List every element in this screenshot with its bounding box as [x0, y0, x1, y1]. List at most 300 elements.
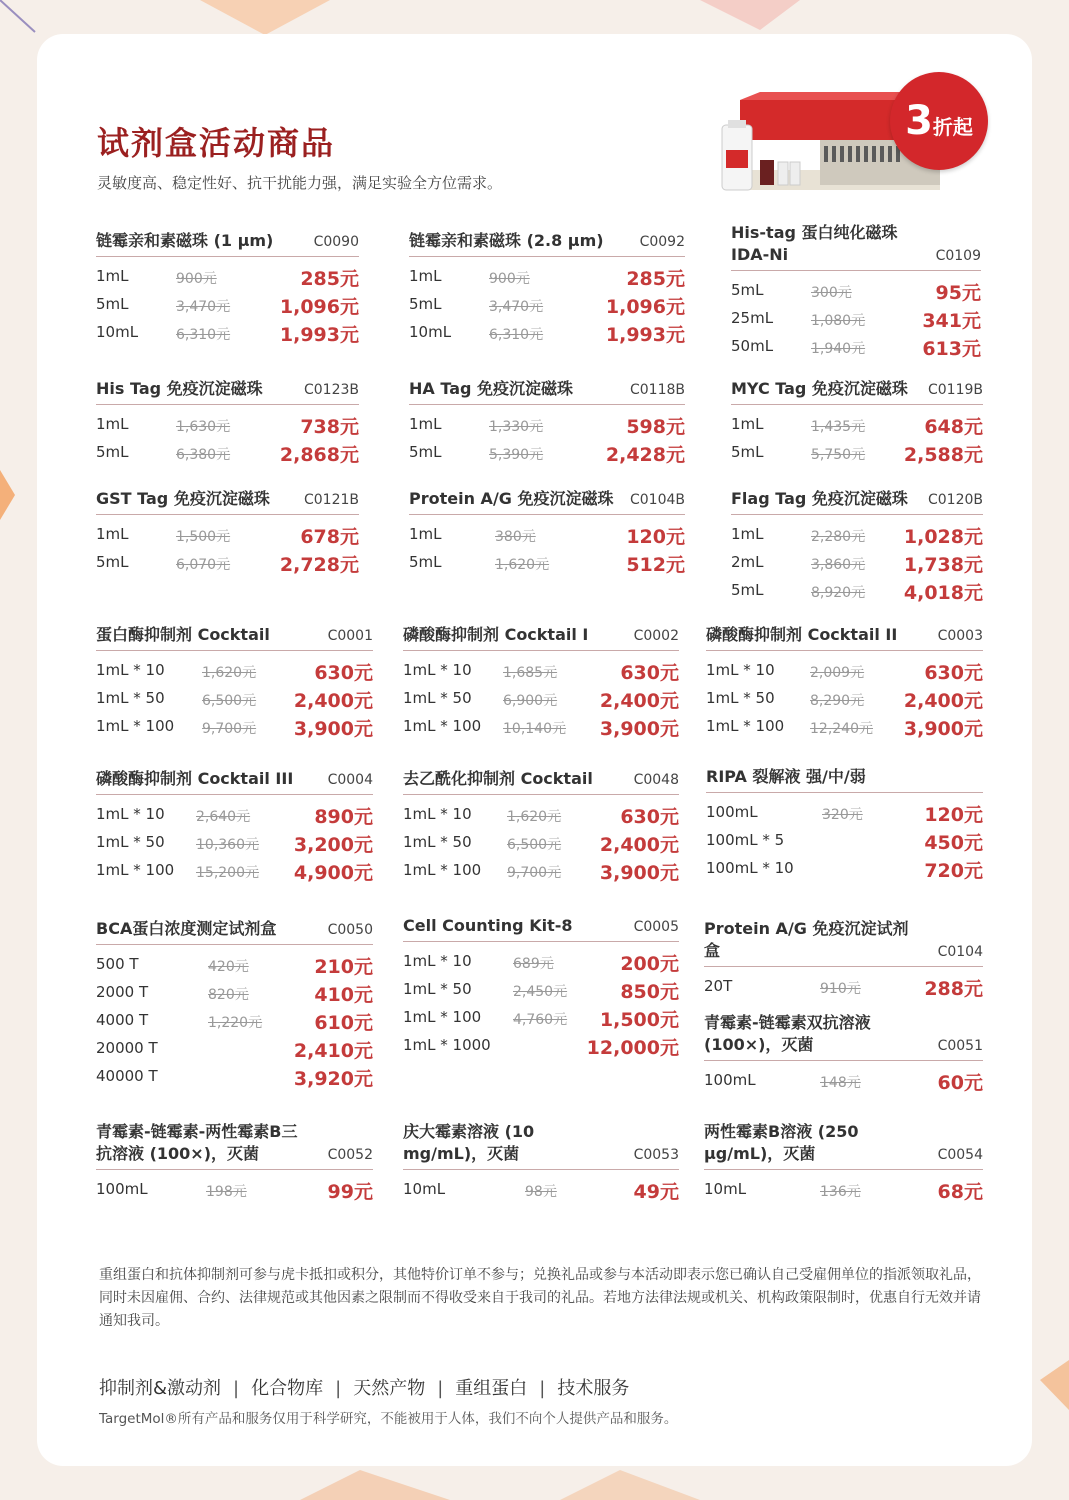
promotion-notice: 重组蛋白和抗体抑制剂可参与虎卡抵扣或积分，其他特价订单不参与；兑换礼品或参与本活动即表示您已确认自己受雇佣单位的指派领取礼品，同时未因雇佣、合约、法律规范或其他因素之限制而不得收受来自于我司的礼品。若地方法律法规或机关、机构政策限制时，优惠自行无效并请通知我司。: [99, 1267, 981, 1329]
price-row: [409, 549, 685, 577]
price-row: [403, 857, 679, 885]
original-price: 300元: [811, 285, 852, 301]
discount-text: 折起: [932, 114, 973, 139]
pack-size: 100mL: [704, 1071, 756, 1089]
original-price: 3,860元: [811, 557, 866, 573]
footer-separator: |: [233, 1378, 240, 1399]
sale-price: 2,400元: [599, 834, 679, 856]
pack-size: 25mL: [731, 309, 774, 327]
price-row: [96, 1063, 373, 1091]
original-price: 689元: [513, 956, 554, 972]
sale-price: 1,738元: [903, 554, 983, 576]
price-row: [403, 713, 679, 741]
sale-price: 1,028元: [903, 526, 983, 548]
product-code: C0090: [313, 234, 359, 250]
original-price: 136元: [820, 1184, 861, 1200]
original-price: 380元: [495, 529, 536, 545]
product-name: 链霉亲和素磁珠 (1 μm): [96, 231, 274, 250]
price-row: [96, 263, 359, 291]
sale-price: 450元: [924, 832, 983, 854]
sale-price: 1,500元: [599, 1009, 679, 1031]
pack-size: 1mL: [409, 415, 442, 433]
sale-price: 95元: [935, 282, 981, 304]
product-block: [96, 918, 373, 1091]
sale-price: 850元: [620, 981, 679, 1003]
original-price: 148元: [820, 1075, 861, 1091]
sale-price: 3,900元: [293, 718, 373, 740]
product-name: 磷酸酶抑制剂 Cocktail III: [96, 769, 294, 788]
product-name: MYC Tag 免疫沉淀磁珠: [731, 379, 908, 398]
product-name: 磷酸酶抑制剂 Cocktail II: [706, 625, 898, 644]
footer-nav-inhibitors[interactable]: 抑制剂&激动剂: [99, 1378, 222, 1399]
sale-price: 598元: [626, 416, 685, 438]
product-block: [96, 488, 359, 577]
original-price: 6,900元: [503, 693, 558, 709]
pack-size: 20T: [704, 977, 733, 995]
product-header: [706, 766, 983, 793]
sale-price: 410元: [314, 984, 373, 1006]
product-code: C0002: [633, 628, 679, 644]
pack-size: 1mL * 100: [403, 1008, 482, 1026]
sale-price: 200元: [620, 953, 679, 975]
sale-price: 2,400元: [293, 690, 373, 712]
footer-separator: |: [437, 1378, 444, 1399]
original-price: 2,280元: [811, 529, 866, 545]
original-price: 15,200元: [196, 865, 259, 881]
price-row: [403, 976, 679, 1004]
sale-price: 4,900元: [293, 862, 373, 884]
price-row: [96, 411, 359, 439]
product-code: C0053: [633, 1147, 679, 1163]
pack-size: 10mL: [704, 1180, 747, 1198]
pack-size: 1mL * 10: [706, 661, 775, 679]
product-name: 去乙酰化抑制剂 Cocktail: [403, 769, 593, 788]
product-block: [731, 488, 983, 605]
pack-size: 5mL: [96, 295, 129, 313]
pack-size: 50mL: [731, 337, 774, 355]
page-subtitle: 灵敏度高、稳定性好、抗干扰能力强，满足实验全方位需求。: [97, 174, 503, 192]
product-block: [409, 378, 685, 467]
product-name: 青霉素-链霉素-两性霉素B三抗溶液 (100×)，灭菌: [96, 1122, 298, 1163]
sale-price: 3,900元: [903, 718, 983, 740]
product-block: [403, 768, 679, 885]
product-block: [704, 1012, 983, 1095]
product-header: [731, 378, 983, 405]
product-name: 庆大霉素溶液 (10 mg/mL)，灭菌: [403, 1122, 535, 1163]
pack-size: 10mL: [409, 323, 452, 341]
product-block: [403, 915, 679, 1060]
pack-size: 1mL: [96, 415, 129, 433]
original-price: 1,940元: [811, 341, 866, 357]
price-row: [409, 521, 685, 549]
product-name: His-tag 蛋白纯化磁珠 IDA-Ni: [731, 223, 898, 264]
price-row: [706, 713, 983, 741]
original-price: 4,760元: [513, 1012, 568, 1028]
price-row: [96, 857, 373, 885]
product-code: C0052: [327, 1147, 373, 1163]
product-code: C0001: [327, 628, 373, 644]
product-header: [96, 768, 373, 795]
product-code: C0048: [633, 772, 679, 788]
product-code: C0104: [937, 944, 983, 960]
original-price: 5,390元: [489, 447, 544, 463]
pack-size: 10mL: [96, 323, 139, 341]
product-header: [403, 624, 679, 651]
product-code: C0104B: [629, 492, 685, 508]
price-row: [731, 333, 981, 361]
original-price: 1,620元: [202, 665, 257, 681]
product-block: [403, 624, 679, 741]
product-header: [731, 222, 981, 271]
pack-size: 1mL * 50: [403, 833, 472, 851]
product-block: [704, 1121, 983, 1204]
original-price: 10,360元: [196, 837, 259, 853]
pack-size: 1mL * 50: [96, 689, 165, 707]
original-price: 1,435元: [811, 419, 866, 435]
price-row: [409, 319, 685, 347]
price-row: [704, 1176, 983, 1204]
footer-separator: |: [539, 1378, 546, 1399]
sale-price: 341元: [922, 310, 981, 332]
pack-size: 5mL: [731, 443, 764, 461]
original-price: 9,700元: [202, 721, 257, 737]
price-row: [96, 521, 359, 549]
sale-price: 68元: [937, 1181, 983, 1203]
product-block: [96, 230, 359, 347]
original-price: 6,070元: [176, 557, 231, 573]
original-price: 8,920元: [811, 585, 866, 601]
sale-price: 738元: [300, 416, 359, 438]
price-row: [96, 439, 359, 467]
sale-price: 2,410元: [293, 1040, 373, 1062]
product-header: [403, 1121, 679, 1170]
pack-size: 1mL * 100: [706, 717, 785, 735]
price-row: [706, 827, 983, 855]
sale-price: 1,096元: [605, 296, 685, 318]
price-row: [96, 319, 359, 347]
price-row: [409, 263, 685, 291]
pack-size: 5mL: [409, 553, 442, 571]
product-code: C0119B: [927, 382, 983, 398]
pack-size: 1mL * 100: [96, 717, 175, 735]
product-block: [96, 768, 373, 885]
original-price: 12,240元: [810, 721, 873, 737]
product-header: [96, 1121, 373, 1170]
price-row: [409, 439, 685, 467]
sale-price: 285元: [626, 268, 685, 290]
product-name: His Tag 免疫沉淀磁珠: [96, 379, 263, 398]
pack-size: 1mL * 10: [403, 661, 472, 679]
product-name: 两性霉素B溶液 (250 μg/mL)，灭菌: [704, 1122, 859, 1163]
sale-price: 2,400元: [599, 690, 679, 712]
product-code: C0118B: [629, 382, 685, 398]
product-block: [731, 378, 983, 467]
sale-price: 2,400元: [903, 690, 983, 712]
sale-price: 60元: [937, 1072, 983, 1094]
price-row: [731, 305, 981, 333]
original-price: 1,080元: [811, 313, 866, 329]
price-row: [403, 801, 679, 829]
product-name: 蛋白酶抑制剂 Cocktail: [96, 625, 270, 644]
product-header: [409, 230, 685, 257]
original-price: 6,500元: [202, 693, 257, 709]
pack-size: 1mL * 1000: [403, 1036, 491, 1054]
product-name: Flag Tag 免疫沉淀磁珠: [731, 489, 908, 508]
footer-nav-library[interactable]: 化合物库: [251, 1378, 324, 1399]
sale-price: 630元: [314, 662, 373, 684]
sale-price: 120元: [626, 526, 685, 548]
original-price: 3,470元: [489, 299, 544, 315]
product-name: Cell Counting Kit-8: [403, 916, 573, 935]
sale-price: 2,428元: [605, 444, 685, 466]
product-name: BCA蛋白浓度测定试剂盒: [96, 919, 277, 938]
original-price: 98元: [525, 1184, 557, 1200]
original-price: 8,290元: [810, 693, 865, 709]
sale-price: 1,993元: [279, 324, 359, 346]
sale-price: 99元: [327, 1181, 373, 1203]
price-row: [96, 657, 373, 685]
price-row: [403, 685, 679, 713]
product-header: [704, 1121, 983, 1170]
product-header: [96, 378, 359, 405]
product-block: [706, 766, 983, 883]
price-row: [96, 979, 373, 1007]
page-title: 试剂盒活动商品: [97, 124, 336, 162]
pack-size: 5mL: [96, 553, 129, 571]
original-price: 198元: [206, 1184, 247, 1200]
pack-size: 1mL * 10: [403, 952, 472, 970]
discount-badge: [890, 72, 988, 170]
pack-size: 1mL: [96, 525, 129, 543]
product-name: HA Tag 免疫沉淀磁珠: [409, 379, 574, 398]
pack-size: 1mL * 10: [403, 805, 472, 823]
footer-nav-natural[interactable]: 天然产物: [353, 1378, 426, 1399]
original-price: 1,220元: [208, 1015, 263, 1031]
sale-price: 1,993元: [605, 324, 685, 346]
footer-nav-service[interactable]: 技术服务: [557, 1378, 630, 1399]
sale-price: 1,096元: [279, 296, 359, 318]
product-code: C0004: [327, 772, 373, 788]
product-header: [96, 918, 373, 945]
price-row: [96, 291, 359, 319]
original-price: 1,620元: [495, 557, 550, 573]
pack-size: 10mL: [403, 1180, 446, 1198]
product-header: [96, 230, 359, 257]
pack-size: 5mL: [409, 443, 442, 461]
price-row: [731, 549, 983, 577]
product-code: C0003: [937, 628, 983, 644]
product-code: C0123B: [303, 382, 359, 398]
price-row: [403, 1004, 679, 1032]
price-row: [706, 657, 983, 685]
original-price: 1,685元: [503, 665, 558, 681]
product-header: [409, 488, 685, 515]
sale-price: 2,728元: [279, 554, 359, 576]
product-code: C0051: [937, 1038, 983, 1054]
original-price: 320元: [822, 807, 863, 823]
sale-price: 3,920元: [293, 1068, 373, 1090]
pack-size: 1mL: [731, 525, 764, 543]
product-header: [409, 378, 685, 405]
product-block: [409, 230, 685, 347]
sale-price: 678元: [300, 526, 359, 548]
product-code: C0005: [633, 919, 679, 935]
pack-size: 100mL * 5: [706, 831, 785, 849]
original-price: 6,500元: [507, 837, 562, 853]
product-header: [704, 1012, 983, 1061]
product-code: C0121B: [303, 492, 359, 508]
pack-size: 1mL: [96, 267, 129, 285]
price-row: [409, 291, 685, 319]
footer-legal: TargetMol®所有产品和服务仅用于科学研究，不能被用于人体，我们不向个人提供产品和服务。: [99, 1411, 678, 1427]
sale-price: 630元: [620, 806, 679, 828]
original-price: 1,630元: [176, 419, 231, 435]
original-price: 6,310元: [489, 327, 544, 343]
sale-price: 4,018元: [903, 582, 983, 604]
discount-number: 3: [905, 98, 933, 144]
product-block: [409, 488, 685, 577]
price-row: [704, 973, 983, 1001]
sale-price: 3,900元: [599, 718, 679, 740]
original-price: 6,310元: [176, 327, 231, 343]
original-price: 10,140元: [503, 721, 566, 737]
pack-size: 1mL * 50: [96, 833, 165, 851]
price-row: [403, 829, 679, 857]
price-row: [731, 521, 983, 549]
price-row: [96, 1007, 373, 1035]
product-header: [403, 768, 679, 795]
sale-price: 49元: [633, 1181, 679, 1203]
product-code: C0050: [327, 922, 373, 938]
original-price: 900元: [489, 271, 530, 287]
pack-size: 40000 T: [96, 1067, 158, 1085]
sale-price: 2,868元: [279, 444, 359, 466]
product-header: [403, 915, 679, 942]
price-row: [96, 1035, 373, 1063]
price-row: [731, 411, 983, 439]
sale-price: 613元: [922, 338, 981, 360]
product-block: [96, 378, 359, 467]
price-row: [409, 411, 685, 439]
price-row: [403, 1032, 679, 1060]
sale-price: 630元: [924, 662, 983, 684]
price-row: [96, 1176, 373, 1204]
original-price: 910元: [820, 981, 861, 997]
price-row: [403, 657, 679, 685]
original-price: 1,620元: [507, 809, 562, 825]
pack-size: 1mL: [409, 525, 442, 543]
pack-size: 1mL * 10: [96, 661, 165, 679]
original-price: 9,700元: [507, 865, 562, 881]
pack-size: 5mL: [409, 295, 442, 313]
price-row: [96, 801, 373, 829]
product-header: [731, 488, 983, 515]
pack-size: 1mL * 50: [403, 980, 472, 998]
price-row: [731, 277, 981, 305]
product-name: Protein A/G 免疫沉淀磁珠: [409, 489, 614, 508]
pack-size: 5mL: [731, 581, 764, 599]
sale-price: 610元: [314, 1012, 373, 1034]
product-block: [96, 624, 373, 741]
original-price: 1,330元: [489, 419, 544, 435]
product-block: [403, 1121, 679, 1204]
price-row: [96, 829, 373, 857]
price-row: [704, 1067, 983, 1095]
sale-price: 288元: [924, 978, 983, 1000]
product-block: [96, 1121, 373, 1204]
price-row: [706, 855, 983, 883]
pack-size: 2mL: [731, 553, 764, 571]
price-row: [96, 549, 359, 577]
pack-size: 4000 T: [96, 1011, 149, 1029]
sale-price: 120元: [924, 804, 983, 826]
pack-size: 1mL * 100: [96, 861, 175, 879]
sale-price: 630元: [620, 662, 679, 684]
product-header: [706, 624, 983, 651]
price-row: [706, 685, 983, 713]
original-price: 2,009元: [810, 665, 865, 681]
pack-size: 5mL: [731, 281, 764, 299]
price-row: [96, 713, 373, 741]
pack-size: 5mL: [96, 443, 129, 461]
price-row: [403, 948, 679, 976]
price-row: [96, 685, 373, 713]
product-name: 磷酸酶抑制剂 Cocktail I: [403, 625, 589, 644]
pack-size: 20000 T: [96, 1039, 158, 1057]
pack-size: 2000 T: [96, 983, 149, 1001]
sale-price: 285元: [300, 268, 359, 290]
footer-nav: [99, 1374, 629, 1400]
sale-price: 3,900元: [599, 862, 679, 884]
sale-price: 512元: [626, 554, 685, 576]
original-price: 900元: [176, 271, 217, 287]
price-row: [706, 799, 983, 827]
pack-size: 1mL * 100: [403, 717, 482, 735]
footer-separator: |: [335, 1378, 342, 1399]
sale-price: 720元: [924, 860, 983, 882]
pack-size: 100mL: [96, 1180, 148, 1198]
product-code: C0054: [937, 1147, 983, 1163]
product-header: [704, 918, 983, 967]
product-block: [706, 624, 983, 741]
price-row: [731, 439, 983, 467]
pack-size: 100mL * 10: [706, 859, 794, 877]
original-price: 6,380元: [176, 447, 231, 463]
footer-nav-protein[interactable]: 重组蛋白: [455, 1378, 528, 1399]
pack-size: 100mL: [706, 803, 758, 821]
sale-price: 210元: [314, 956, 373, 978]
original-price: 420元: [208, 959, 249, 975]
original-price: 1,500元: [176, 529, 231, 545]
original-price: 5,750元: [811, 447, 866, 463]
price-row: [731, 577, 983, 605]
product-code: C0092: [639, 234, 685, 250]
product-name: GST Tag 免疫沉淀磁珠: [96, 489, 270, 508]
price-row: [96, 951, 373, 979]
price-row: [403, 1176, 679, 1204]
pack-size: 1mL * 50: [403, 689, 472, 707]
pack-size: 1mL: [409, 267, 442, 285]
pack-size: 1mL * 50: [706, 689, 775, 707]
sale-price: 3,200元: [293, 834, 373, 856]
pack-size: 1mL * 100: [403, 861, 482, 879]
sale-price: 2,588元: [903, 444, 983, 466]
product-code: C0109: [935, 248, 981, 264]
sale-price: 648元: [924, 416, 983, 438]
product-name: 青霉素-链霉素双抗溶液 (100×)，灭菌: [704, 1013, 871, 1054]
product-name: Protein A/G 免疫沉淀试剂盒: [704, 919, 909, 960]
original-price: 3,470元: [176, 299, 231, 315]
